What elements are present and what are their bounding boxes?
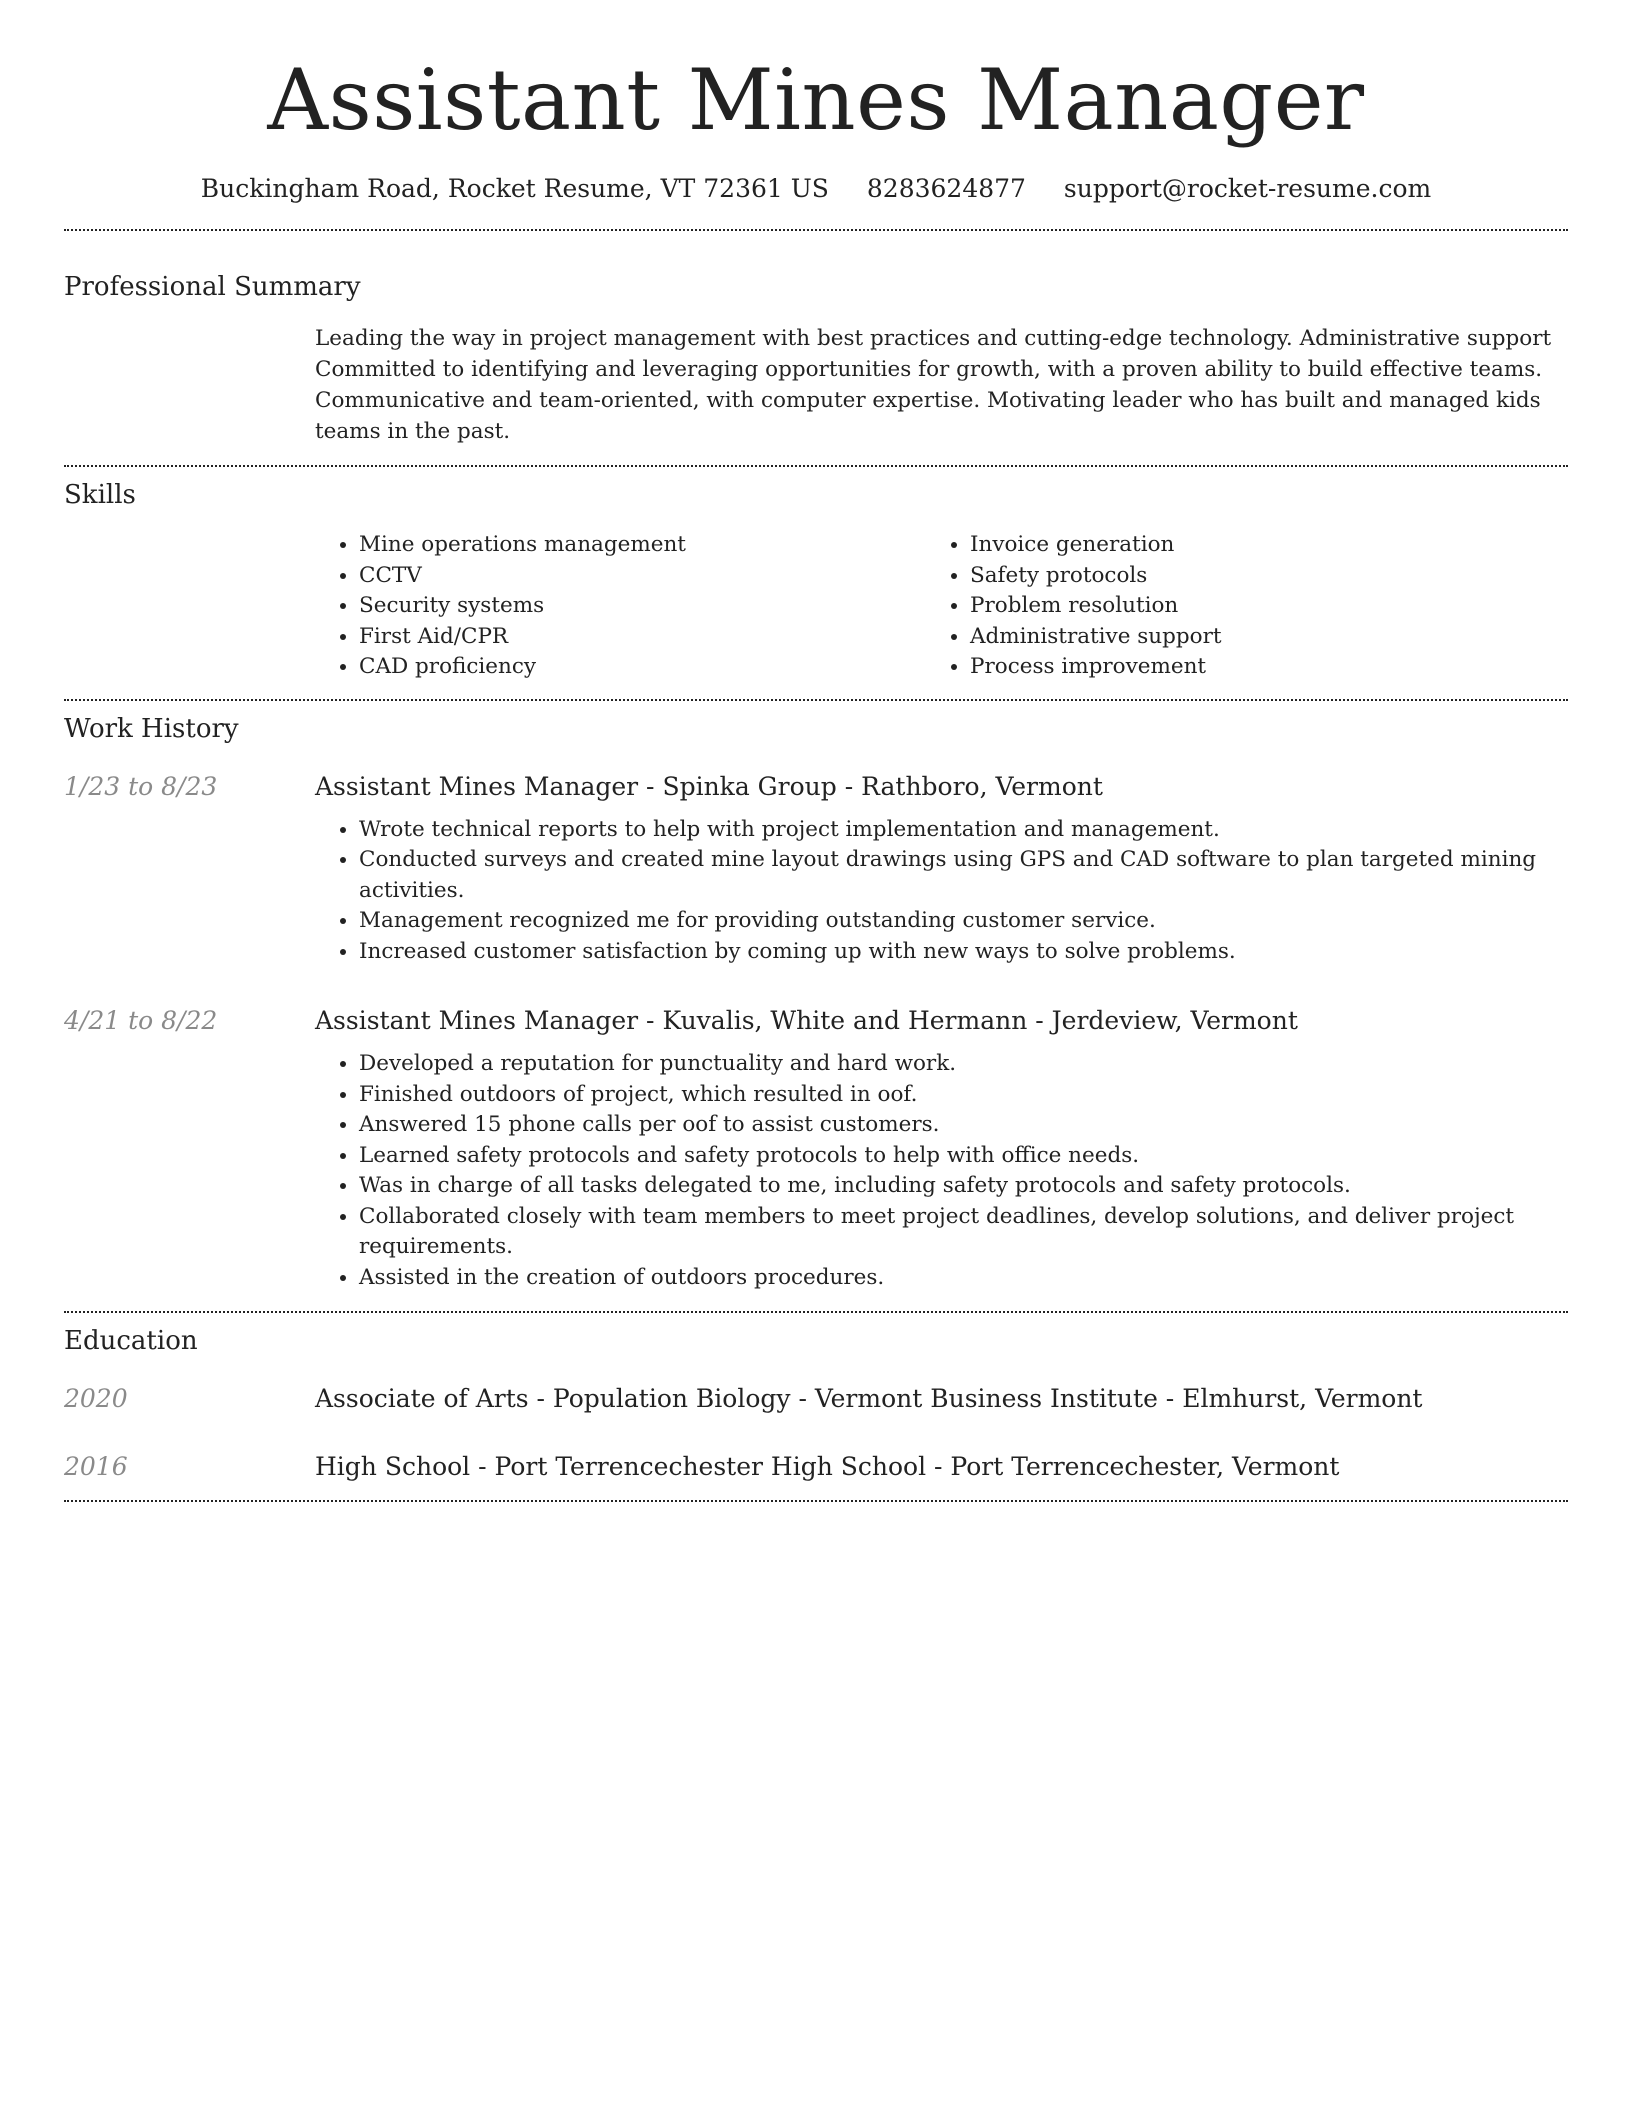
duty-item: • Assisted in the creation of outdoors procedures. <box>359 1263 1568 1294</box>
skill-item: • Process improvement <box>970 652 1496 683</box>
summary-title: Professional Summary <box>64 272 361 302</box>
divider <box>64 1500 1568 1502</box>
duty-item: • Wrote technical reports to help with project implementation and management. <box>359 815 1568 846</box>
duty-item: • Was in charge of all tasks delegated to me, including safety protocols and safety protocols. <box>359 1171 1568 1202</box>
skill-item: • Safety protocols <box>970 561 1496 592</box>
job-entry <box>64 771 1568 968</box>
education-entry <box>64 1451 1568 1483</box>
skills-title: Skills <box>64 480 136 510</box>
skill-item: • First Aid/CPR <box>359 622 885 653</box>
education-section <box>64 1313 1568 1483</box>
duty-item: • Finished outdoors of project, which resulted in oof. <box>359 1080 1568 1111</box>
skill-item: • CCTV <box>359 561 885 592</box>
education-entry <box>64 1383 1568 1415</box>
skill-item: • Mine operations management <box>359 530 885 561</box>
duty-item: • Increased customer satisfaction by coming up with new ways to solve problems. <box>359 937 1568 968</box>
job-heading: Assistant Mines Manager - Kuvalis, White and Hermann - Jerdeview, Vermont <box>315 1006 1298 1035</box>
summary-text: Leading the way in project management with best practices and cutting-edge technology. Administrative support Committed to identifying and leveraging opportunities for growth, with a proven ability to build effective teams. Communicative and team-oriented, with computer expertise. Motivating leader who has built and managed kids teams in the past. <box>315 326 1552 444</box>
job-entry <box>64 1005 1568 1293</box>
education-title: Education <box>64 1326 198 1356</box>
education-heading: High School - Port Terrencechester High School - Port Terrencechester, Vermont <box>315 1452 1340 1481</box>
job-dates: 4/21 to 8/22 <box>64 1006 218 1035</box>
phone: 8283624877 <box>866 174 1026 203</box>
duty-item: • Collaborated closely with team members to meet project deadlines, develop solutions, and deliver project requirements. <box>359 1202 1568 1263</box>
job-duties <box>315 1049 1568 1293</box>
duty-item: • Conducted surveys and created mine layout drawings using GPS and CAD software to plan targeted mining activities. <box>359 845 1568 906</box>
duty-item: • Answered 15 phone calls per oof to assist customers. <box>359 1110 1568 1141</box>
contact-line <box>64 174 1568 204</box>
candidate-name: Assistant Mines Manager <box>267 51 1365 149</box>
skills-list-right <box>926 530 1496 683</box>
duty-item: • Management recognized me for providing outstanding customer service. <box>359 906 1568 937</box>
education-heading: Associate of Arts - Population Biology - Vermont Business Institute - Elmhurst, Vermont <box>315 1384 1423 1413</box>
job-duties <box>315 815 1568 968</box>
email: support@rocket-resume.com <box>1063 174 1432 203</box>
duty-item: • Learned safety protocols and safety protocols to help with office needs. <box>359 1141 1568 1172</box>
education-year: 2020 <box>64 1384 128 1413</box>
education-year: 2016 <box>64 1452 128 1481</box>
work-history-section <box>64 701 1568 1294</box>
job-heading: Assistant Mines Manager - Spinka Group - Rathboro, Vermont <box>315 771 1103 801</box>
address: Buckingham Road, Rocket Resume, VT 72361 US <box>200 174 829 203</box>
skill-item: • Administrative support <box>970 622 1496 653</box>
skill-item: • Security systems <box>359 591 885 622</box>
skill-item: • Problem resolution <box>970 591 1496 622</box>
job-dates: 1/23 to 8/23 <box>64 771 218 801</box>
resume-page <box>64 0 1568 1502</box>
duty-item: • Developed a reputation for punctuality and hard work. <box>359 1049 1568 1080</box>
skills-section <box>64 467 1568 683</box>
skill-item: • Invoice generation <box>970 530 1496 561</box>
skill-item: • CAD proficiency <box>359 652 885 683</box>
summary-section <box>64 231 1568 447</box>
work-history-title: Work History <box>64 713 239 744</box>
skills-list-left <box>315 530 885 683</box>
